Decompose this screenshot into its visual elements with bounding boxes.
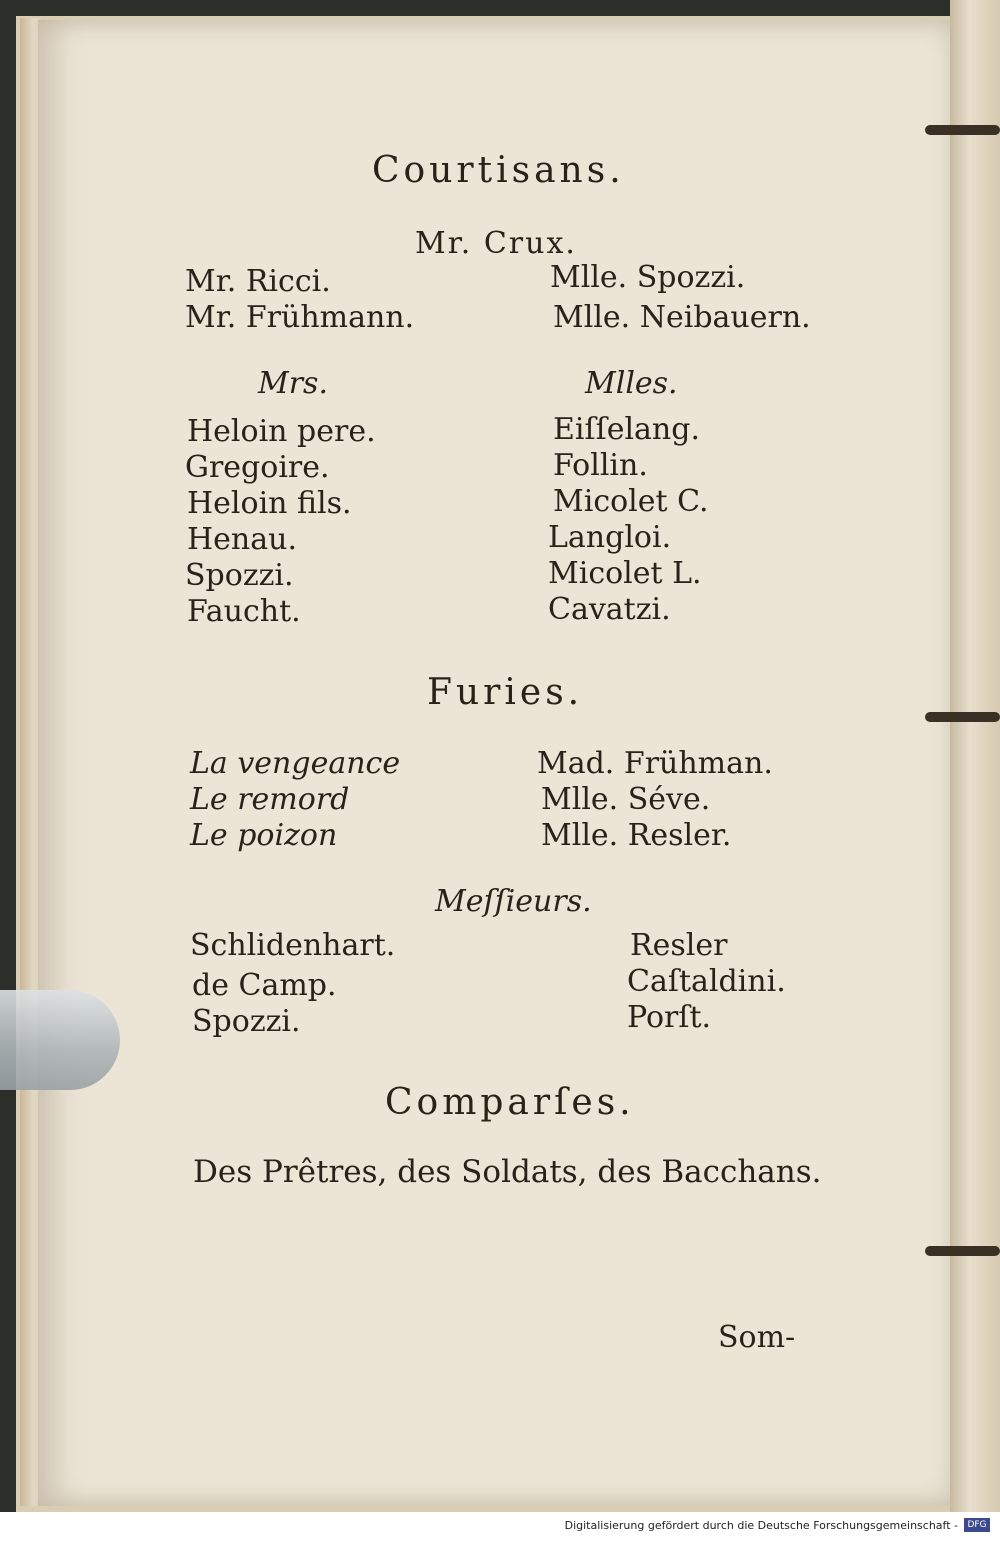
list-item: Cavatzi. [548,592,671,627]
list-item: Spozzi. [192,1004,301,1039]
facing-page-edge [950,0,1000,1512]
list-item: Eiſſelang. [553,412,700,447]
list-item: Heloin pere. [187,414,376,449]
section-title-courtisans: Courtisans. [372,150,625,191]
list-item: Porſt. [627,1000,712,1035]
list-item: Mr. Ricci. [185,264,331,299]
list-item: Langloi. [548,520,672,555]
role-name: Le poizon [190,818,338,853]
comparses-text: Des Prêtres, des Soldats, des Bacchans. [193,1154,822,1190]
page-clip [0,990,120,1090]
list-item: Micolet L. [548,556,702,591]
list-item: Heloin fils. [187,486,352,521]
list-item: Follin. [553,448,648,483]
list-item: Mlle. Neibauern. [553,300,811,335]
actor-name: Mlle. Resler. [541,818,732,853]
actor-name: Mad. Frühman. [537,746,773,781]
catchword: Som- [718,1320,796,1355]
subheading-mrs: Mrs. [258,366,328,401]
list-item: Faucht. [187,594,301,629]
role-name: La vengeance [190,746,401,781]
list-item: Gregoire. [185,450,330,485]
actor-name: Mlle. Séve. [541,782,711,817]
list-item: Micolet C. [553,484,709,519]
list-item: Henau. [187,522,297,557]
list-item: Mlle. Spozzi. [550,260,746,295]
list-item: Mr. Frühmann. [185,300,415,335]
list-item: de Camp. [192,968,337,1003]
list-item: Schlidenhart. [190,928,396,963]
role-name: Le remord [190,782,350,817]
dfg-logo-icon: DFG [964,1518,990,1532]
subheading-mlles: Mlles. [585,366,678,401]
list-item: Resler [630,928,728,963]
subheading-messieurs: Meſſieurs. [435,884,592,919]
binding-stitch [925,1246,1000,1256]
list-item: Caſtaldini. [627,964,786,999]
list-item: Spozzi. [185,558,294,593]
binding-stitch [925,712,1000,722]
section-title-comparses: Comparſes. [385,1082,635,1123]
section-title-furies: Furies. [427,672,584,713]
binding-stitch [925,125,1000,135]
lead-name: Mr. Crux. [415,226,577,261]
footer-credit: Digitalisierung gefördert durch die Deutsche Forschungsgemeinschaft - [564,1519,958,1532]
